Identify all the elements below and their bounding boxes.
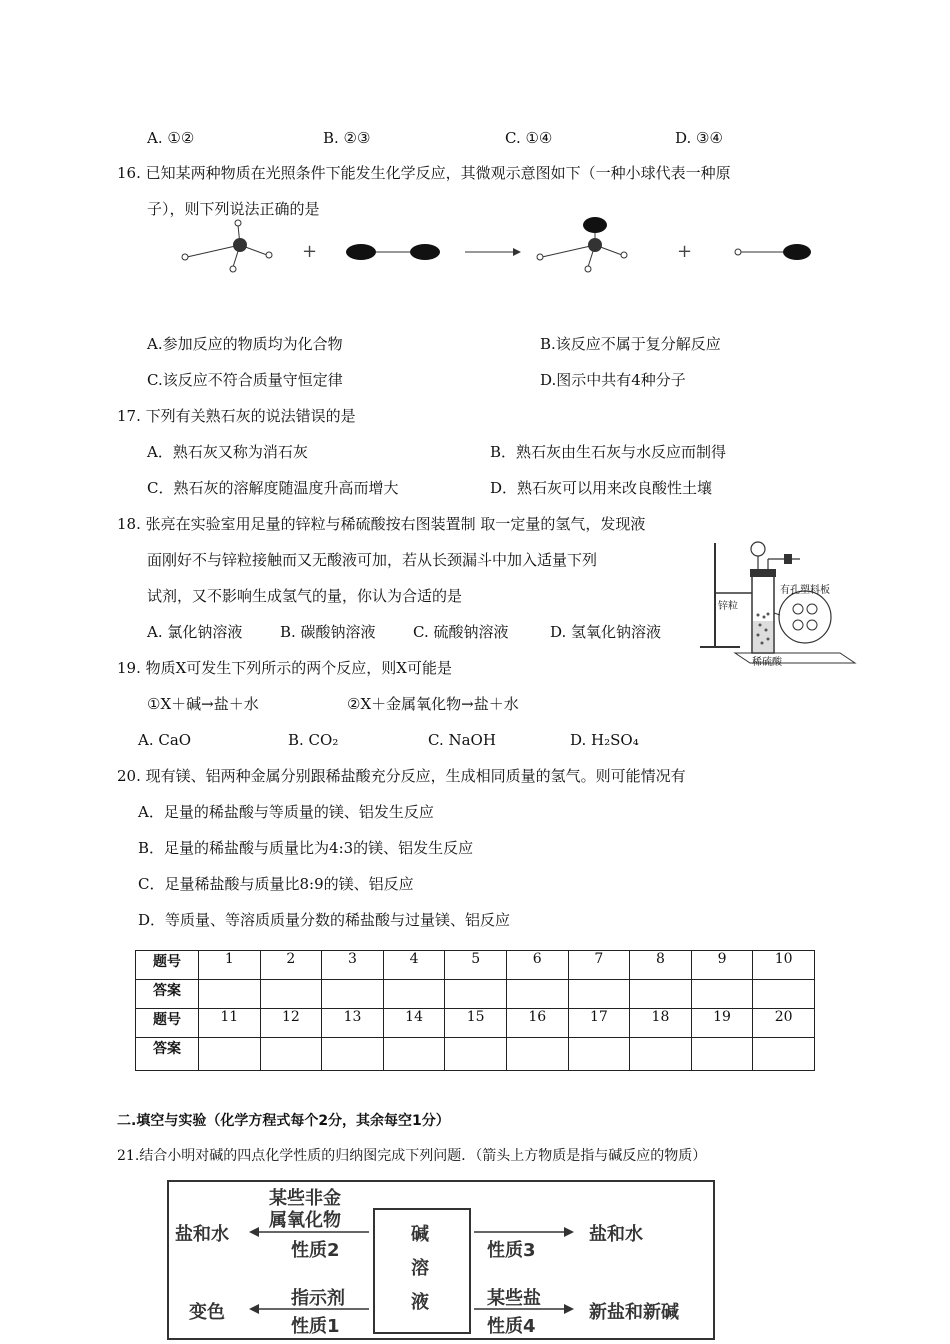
answer-table	[135, 950, 815, 1071]
answer-cell[interactable]	[199, 980, 261, 1009]
answer-header: 答案	[136, 980, 199, 1009]
q16-stem-line1: 16. 已知某两种物质在光照条件下能发生化学反应，其微观示意图如下（一种小球代表一种原	[117, 164, 731, 182]
q16-option-d: D.图示中共有4种分子	[540, 371, 686, 389]
acid-label: 稀硫酸	[752, 657, 782, 668]
p1-top: 指示剂	[291, 1288, 345, 1309]
table-row	[136, 1038, 815, 1071]
answer-cell[interactable]	[568, 1038, 630, 1071]
p4-result: 新盐和新碱	[589, 1302, 679, 1323]
p2-top-line1: 某些非金	[269, 1188, 341, 1209]
center-char-1: 碱	[411, 1224, 429, 1245]
q20-option-a: A．足量的稀盐酸与等质量的镁、铝发生反应	[138, 803, 434, 821]
answer-cell[interactable]	[445, 980, 507, 1009]
q-number-cell: 11	[199, 1009, 261, 1038]
q19-option-c: C. NaOH	[428, 731, 496, 749]
p4-label: 性质4	[487, 1316, 536, 1337]
q-number-cell: 18	[630, 1009, 692, 1038]
q-number-cell: 15	[445, 1009, 507, 1038]
q-number-cell: 8	[630, 951, 692, 980]
q20-option-c: C．足量稀盐酸与质量比8:9的镁、铝反应	[138, 875, 414, 893]
q-number-header: 题号	[136, 951, 199, 980]
p3-result: 盐和水	[589, 1224, 643, 1245]
q-number-cell: 5	[445, 951, 507, 980]
q-number-header: 题号	[136, 1009, 199, 1038]
answer-cell[interactable]	[383, 980, 445, 1009]
molecule-cl2	[346, 244, 440, 260]
p4-top: 某些盐	[487, 1288, 541, 1309]
answer-cell[interactable]	[260, 980, 322, 1009]
q20-option-d: D．等质量、等溶质质量分数的稀盐酸与过量镁、铝反应	[138, 911, 511, 929]
answer-cell[interactable]	[322, 980, 384, 1009]
svg-text:+: +	[302, 241, 318, 262]
q16-reaction-diagram	[175, 215, 825, 285]
q19-reaction-1: ①X＋碱→盐＋水	[147, 695, 259, 713]
q-number-cell: 14	[383, 1009, 445, 1038]
q18-option-b: B. 碳酸钠溶液	[280, 623, 376, 641]
svg-text:+: +	[677, 241, 693, 262]
answer-cell[interactable]	[199, 1038, 261, 1071]
q-number-cell: 16	[506, 1009, 568, 1038]
q15-option-b: B. ②③	[323, 129, 371, 147]
q17-stem: 17. 下列有关熟石灰的说法错误的是	[117, 407, 356, 425]
p3-label: 性质3	[487, 1240, 536, 1261]
q-number-cell: 4	[383, 951, 445, 980]
q-number-cell: 9	[691, 951, 753, 980]
q-number-cell: 17	[568, 1009, 630, 1038]
q20-stem: 20. 现有镁、铝两种金属分别跟稀盐酸充分反应，生成相同质量的氢气。则可能情况有	[117, 767, 686, 785]
answer-header: 答案	[136, 1038, 199, 1071]
q-number-cell: 1	[199, 951, 261, 980]
molecule-ch4-left	[182, 220, 272, 272]
q18-option-c: C. 硫酸钠溶液	[413, 623, 509, 641]
q17-option-b: B．熟石灰由生石灰与水反应而制得	[490, 443, 727, 461]
zinc-label: 锌粒	[718, 601, 738, 612]
q17-option-d: D．熟石灰可以用来改良酸性土壤	[490, 479, 713, 497]
q18-option-d: D. 氢氧化钠溶液	[550, 623, 662, 641]
molecule-ch3cl	[537, 217, 627, 272]
q18-apparatus-figure	[680, 535, 865, 670]
q15-option-d: D. ③④	[675, 129, 723, 147]
answer-cell[interactable]	[506, 1038, 568, 1071]
q18-stem-line2: 面刚好不与锌粒接触而又无酸液可加，若从长颈漏斗中加入适量下列	[147, 551, 598, 569]
q15-option-c: C. ①④	[505, 129, 553, 147]
q20-option-b: B．足量的稀盐酸与质量比为4:3的镁、铝发生反应	[138, 839, 474, 857]
q17-option-c: C．熟石灰的溶解度随温度升高而增大	[147, 479, 399, 497]
molecule-hcl	[735, 244, 811, 260]
p1-label: 性质1	[291, 1316, 340, 1337]
q19-option-b: B. CO₂	[288, 731, 339, 749]
q16-option-c: C.该反应不符合质量守恒定律	[147, 371, 343, 389]
answer-cell[interactable]	[630, 980, 692, 1009]
q19-option-a: A. CaO	[138, 731, 192, 749]
q-number-cell: 13	[322, 1009, 384, 1038]
q-number-cell: 2	[260, 951, 322, 980]
q16-option-a: A.参加反应的物质均为化合物	[147, 335, 343, 353]
q21-stem: 21.结合小明对碱的四点化学性质的归纳图完成下列问题．（箭头上方物质是指与碱反应的物质）	[117, 1148, 707, 1164]
p1-result: 变色	[189, 1302, 225, 1323]
table-row	[136, 1009, 815, 1038]
table-row	[136, 951, 815, 980]
q16-option-b: B.该反应不属于复分解反应	[540, 335, 721, 353]
answer-cell[interactable]	[753, 980, 815, 1009]
q-number-cell: 3	[322, 951, 384, 980]
q19-reaction-2: ②X＋金属氧化物→盐＋水	[347, 695, 519, 713]
answer-cell[interactable]	[630, 1038, 692, 1071]
answer-cell[interactable]	[322, 1038, 384, 1071]
q-number-cell: 10	[753, 951, 815, 980]
q-number-cell: 20	[753, 1009, 815, 1038]
p2-result: 盐和水	[175, 1224, 229, 1245]
p2-top-line2: 属氧化物	[269, 1210, 341, 1231]
answer-cell[interactable]	[445, 1038, 507, 1071]
table-row	[136, 980, 815, 1009]
center-char-3: 液	[411, 1292, 429, 1313]
base-properties-diagram	[167, 1180, 715, 1340]
q17-option-a: A．熟石灰又称为消石灰	[147, 443, 308, 461]
answer-cell[interactable]	[383, 1038, 445, 1071]
answer-cell[interactable]	[568, 980, 630, 1009]
center-char-2: 溶	[411, 1258, 429, 1279]
q15-option-a: A. ①②	[147, 129, 195, 147]
answer-cell[interactable]	[260, 1038, 322, 1071]
q18-option-a: A. 氯化钠溶液	[147, 623, 243, 641]
answer-cell[interactable]	[753, 1038, 815, 1071]
p2-label: 性质2	[291, 1240, 340, 1261]
q-number-cell: 6	[506, 951, 568, 980]
plate-label: 有孔塑料板	[780, 585, 830, 596]
answer-cell[interactable]	[691, 1038, 753, 1071]
section2-heading: 二.填空与实验（化学方程式每个2分，其余每空1分）	[117, 1113, 450, 1129]
q-number-cell: 19	[691, 1009, 753, 1038]
answer-cell[interactable]	[691, 980, 753, 1009]
q19-stem: 19. 物质X可发生下列所示的两个反应，则X可能是	[117, 659, 452, 677]
q18-stem-line3: 试剂，又不影响生成氢气的量，你认为合适的是	[147, 587, 463, 605]
q18-stem-line1: 18. 张亮在实验室用足量的锌粒与稀硫酸按右图装置制 取一定量的氢气，发现液	[117, 515, 646, 533]
q-number-cell: 7	[568, 951, 630, 980]
q19-option-d: D. H₂SO₄	[570, 731, 639, 749]
q-number-cell: 12	[260, 1009, 322, 1038]
reaction-arrow	[465, 248, 521, 256]
q16-stem-line2: 子），则下列说法正确的是	[147, 200, 320, 218]
answer-cell[interactable]	[506, 980, 568, 1009]
